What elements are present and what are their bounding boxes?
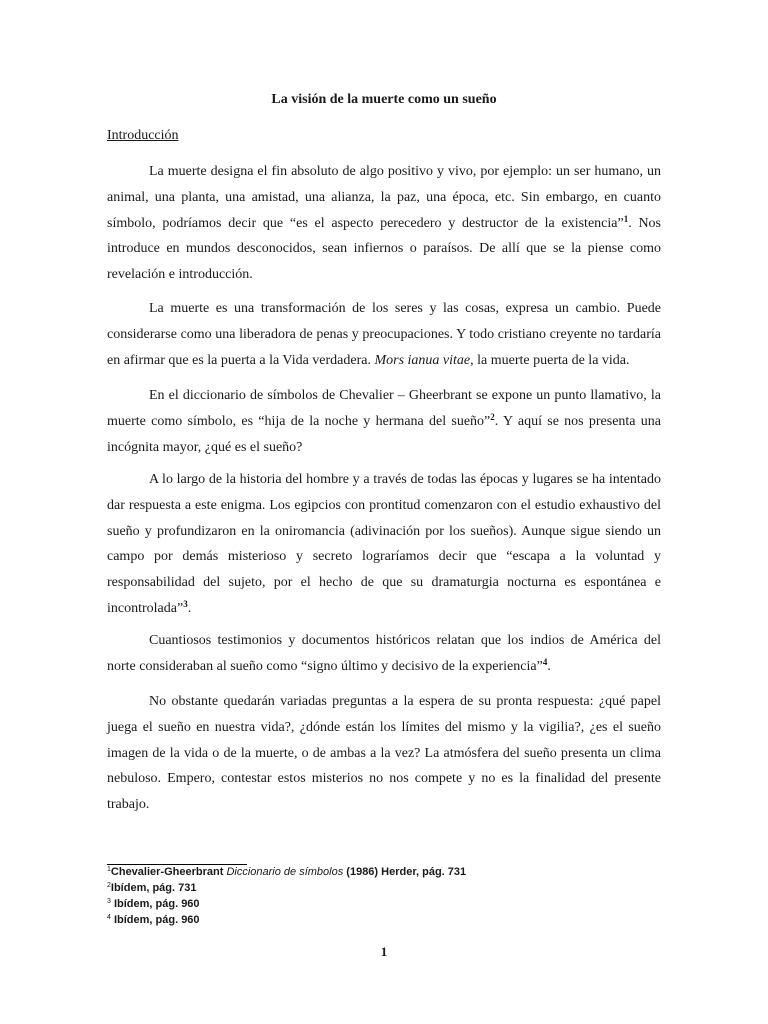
footnote-2 xyxy=(107,880,661,896)
footnote-1-marker: 1 xyxy=(107,866,111,873)
footnote-ref-3[interactable]: 3 xyxy=(183,598,188,609)
footnote-4-text: Ibídem, pág. 960 xyxy=(110,914,200,926)
footnote-ref-1[interactable]: 1 xyxy=(623,213,629,224)
footnote-2-text: Ibídem, pág. 731 xyxy=(110,882,197,894)
paragraph-2 xyxy=(107,296,661,373)
section-heading-introduccion: Introducción xyxy=(107,128,179,143)
page-title: La visión de la muerte como un sueño xyxy=(271,92,497,107)
paragraph-3 xyxy=(107,383,661,460)
footnote-3-text: Ibídem, pág. 960 xyxy=(110,898,200,910)
paragraph-6: No obstante quedarán variadas preguntas a la espera de su pronta respuesta: ¿qué papel juega el sueño en nuestra vida?, ¿dónde están los límites del mismo y la vigilia?, ¿es el sueño imagen de la vida o de la muerte, o de ambas a la vez? La atmósfera del sueño presenta un clima nebuloso. Empero, contestar estos misterios no nos compete y no es la finalidad del presente trabajo. xyxy=(107,694,661,813)
footnote-4-marker: 4 xyxy=(107,914,111,921)
footnote-3-marker: 3 xyxy=(107,898,111,905)
paragraph-3-text-a: En el diccionario de símbolos de Chevalier – Gheerbrant se expone un punto llamativo, la muerte como símbolo, es “hija de la noche y hermana del sueño” xyxy=(107,388,661,429)
paragraph-4 xyxy=(107,467,661,622)
footnotes xyxy=(107,864,661,928)
paragraph-2-text-a: La muerte es una transformación de los seres y las cosas, expresa un cambio. Puede considerarse como una liberadora de penas y preocupaciones. Y todo cristiano creyente no tardaría en afirmar que es la puerta a la Vida verdadera. xyxy=(107,301,661,368)
paragraph-1 xyxy=(107,159,661,288)
footnote-4 xyxy=(107,912,661,928)
paragraph-2-text-b: , la muerte puerta de la vida. xyxy=(470,352,630,368)
paragraph-5-text-b: . xyxy=(547,658,551,674)
paragraph-5-text-a: Cuantiosos testimonios y documentos históricos relatan que los indios de América del norte consideraban al sueño como “signo último y decisivo de la experiencia” xyxy=(107,633,661,674)
paragraph-3-text-b: . Y aquí se nos presenta una incógnita mayor, ¿qué es el sueño? xyxy=(107,413,661,455)
footnote-1-rest: (1986) Herder, pág. 731 xyxy=(343,866,467,878)
paragraph-4-text-a: A lo largo de la historia del hombre y a través de todas las épocas y lugares se ha intentado dar respuesta a este enigma. Los egipcios con prontitud comenzaron con el estudio exhaustivo del sueño y profundizaron en la oniromancia (adivinación por los sueños). Aunque sigue siendo un campo por demás misterioso y secreto lograríamos decir que “escapa a la voluntad y responsabilidad del sujeto, por el hecho de que su dramaturgia nocturna es espontánea e incontrolada” xyxy=(107,472,661,616)
footnote-1-work: Diccionario de símbolos xyxy=(226,866,344,878)
latin-phrase: Mors ianua vitae xyxy=(374,352,471,368)
paragraph-4-text-b: . xyxy=(187,600,192,616)
page-number: 1 xyxy=(380,944,388,959)
paragraph-1-text-b: . Nos introduce en mundos desconocidos, sean infiernos o paraísos. De allí que se la piense como revelación e introducción. xyxy=(107,215,662,283)
footnote-ref-4[interactable]: 4 xyxy=(542,656,548,667)
footnote-3 xyxy=(107,896,661,912)
paragraph-5 xyxy=(107,628,661,680)
footnote-1 xyxy=(107,864,661,880)
footnote-1-author: Chevalier-Gheerbrant xyxy=(110,866,227,878)
footnote-ref-2[interactable]: 2 xyxy=(490,411,495,422)
paragraph-1-text-a: La muerte designa el fin absoluto de algo positivo y vivo, por ejemplo: un ser humano, un animal, una planta, una amistad, una alianza, la paz, una época, etc. Sin embargo, en cuanto símbolo, podríamos decir que “es el aspecto perecedero y destructor de la existencia” xyxy=(107,164,661,231)
footnote-2-marker: 2 xyxy=(107,882,111,889)
